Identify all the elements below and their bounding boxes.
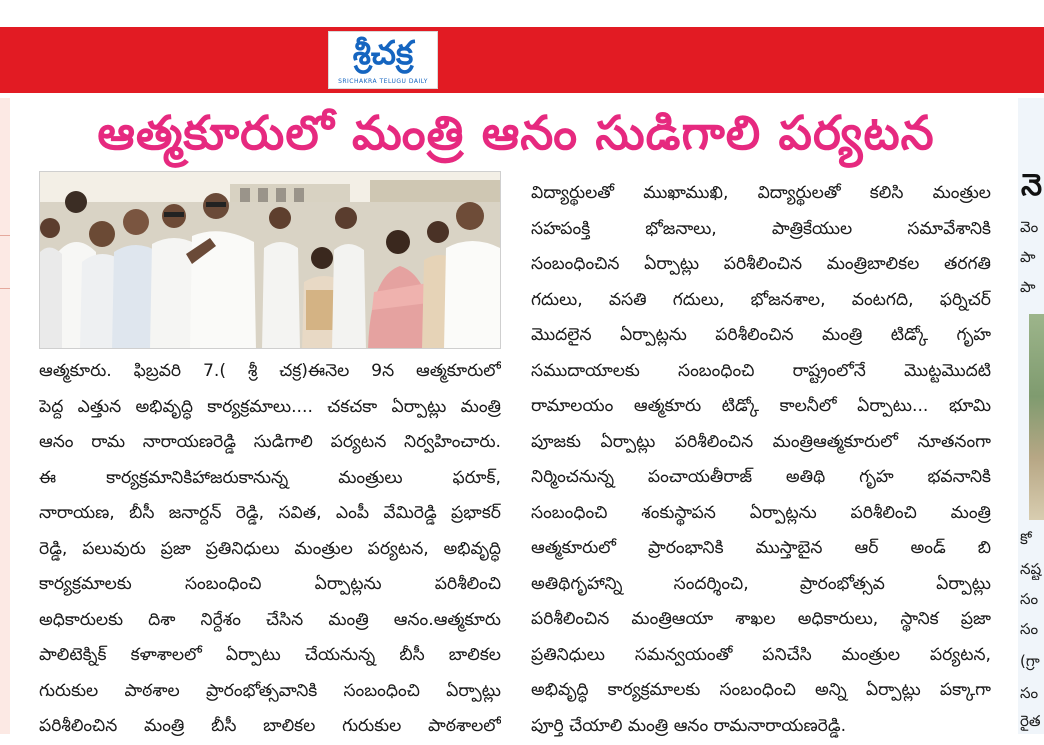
article-text-line: అధికారులకు దిశా నిర్దేశం చేసిన మంత్రి ఆనం.ఆత్మకూరు (39, 609, 501, 630)
article-text-line: సంబంధించిన ఏర్పాట్లు పరిశీలించిన మంత్రిబాలికల తరగతి (531, 254, 991, 274)
masthead-band (0, 27, 1044, 93)
article-text-line: ఆనం రామ నారాయణరెడ్డి సుడిగాలి పర్యటన నిర్వహించారు. (39, 432, 501, 452)
right-fragment-line: వెం (1020, 218, 1039, 236)
article-text-line: నారాయణ, బీసీ జనార్దన్ రెడ్డి, సవిత, ఎంపీ వేమిరెడ్డి ప్రభాకర్ (39, 503, 501, 523)
article-text-line: పెద్ద ఎత్తున అభివృద్ధి కార్యక్రమాలు.... చకచకా ఏర్పాట్లు మంత్రి (39, 396, 501, 417)
right-fragment-line: రైత (1020, 712, 1041, 730)
article-text-line: గదులు, వసతి గదులు, భోజనశాల, వంటగది, ఫర్నిచర్ (531, 289, 991, 310)
left-adjacent-column (0, 98, 10, 734)
article-text-line: పాలిటెక్నిక్ కళాశాలలో ఏర్పాటు చేయనున్న బీసీ బాలికల (39, 645, 501, 665)
article-text-line: ఈ కార్యక్రమానికిహాజరుకానున్న మంత్రులు ఫరూక్, (39, 467, 501, 488)
article-text-line: ప్రతినిధులు సమన్వయంతో పనిచేసి మంత్రుల పర్యటన, (531, 644, 991, 665)
right-fragment-line: కో (1020, 530, 1032, 548)
article-text-line: సముదాయాలకు సంబంధించి రాష్ట్రంలోనే మొట్టమొదటి (531, 360, 991, 381)
top-margin (0, 0, 1044, 27)
article-column-2 (531, 176, 991, 744)
right-fragment-line: సం (1020, 684, 1039, 702)
article-text-line: ఆత్మకూరు. ఫిబ్రవరి 7.( శ్రీ చక్ర)ఈనెల 9న ఆత్మకూరులో (39, 361, 501, 381)
logo-wordmark: శ్రీచక్ర (352, 33, 414, 72)
right-fragment-line: నష్ట (1020, 560, 1042, 578)
article-text-line: సంబంధించి శంకుస్థాపన ఏర్పాట్లను పరిశీలించి మంత్రి (531, 502, 991, 523)
article-text-line: పరిశీలించిన మంత్రి బీసీ బాలికల గురుకుల పాఠశాలలో (39, 716, 501, 736)
article-text-line: అతిథిగృహాన్ని సందర్శించి, ప్రారంభోత్సవ ఏర్పాట్లు (531, 573, 991, 594)
article-text-line: విద్యార్థులతో ముఖాముఖి, విద్యార్థులతో కలిసి మంత్రుల (531, 183, 991, 203)
logo-tagline: SRICHAKRA TELUGU DAILY (338, 78, 428, 85)
article-text-line: అభివృద్ధి కార్యక్రమాలకు సంబంధించి అన్ని ఏర్పాట్లు పక్కాగా (531, 680, 991, 700)
article-text-line: పూర్తి చేయాలి మంత్రి ఆనం రామనారాయణరెడ్డి. (531, 715, 847, 736)
article-text-line: రెడ్డి, పలువురు ప్రజా ప్రతినిధులు మంత్రుల పర్యటన, అభివృద్ధి (39, 538, 501, 559)
article-text-line: మొదలైన ఏర్పాట్లను పరిశీలించిన మంత్రి టిడ్కో గృహ (531, 325, 991, 345)
article-text-line: ఆత్మకూరులో ప్రారంభానికి ముస్తాబైన ఆర్ అండ్ బి (531, 538, 991, 558)
article-text-line: సహపంక్తి భోజనాలు, పాత్రికేయుల సమావేశానికి (531, 218, 991, 239)
article-text-line: పూజకు ఏర్పాట్లు పరిశీలించిన మంత్రిఆత్మకూరులో నూతనంగా (531, 431, 991, 452)
article-photo-illustration (40, 172, 501, 349)
right-fragment-line: సం (1020, 590, 1039, 608)
article-text-line: నిర్మించనున్న పంచాయతీరాజ్ అతిథి గృహ భవనానికి (531, 467, 991, 487)
article-text-line: పరిశీలించిన మంత్రిఆయా శాఖల అధికారులు, స్థానిక ప్రజా (531, 609, 991, 629)
article-text-line: రామాలయం ఆత్మకూరు టిడ్కో కాలనీలో ఏర్పాటు... భూమి (531, 396, 991, 416)
right-article-photo (1029, 314, 1044, 520)
article-photo (39, 171, 501, 349)
newspaper-logo (328, 31, 438, 89)
article-text-line: గురుకుల పాఠశాల ప్రారంభోత్సవానికి సంబంధించి ఏర్పాట్లు (39, 680, 501, 701)
right-article-headline-fragment: నె (1021, 168, 1043, 203)
article-text-line: కార్యక్రమాలకు సంబంధించి ఏర్పాట్లను పరిశీలించి (39, 574, 501, 594)
article-headline: ఆత్మకూరులో మంత్రి ఆనం సుడిగాలి పర్యటన (97, 106, 935, 161)
right-fragment-line: పా (1020, 278, 1036, 296)
right-fragment-line: సం (1020, 620, 1039, 638)
article-column-1 (39, 354, 501, 745)
right-fragment-line: పా (1020, 248, 1036, 266)
right-fragment-line: (గ్రా (1020, 652, 1040, 670)
